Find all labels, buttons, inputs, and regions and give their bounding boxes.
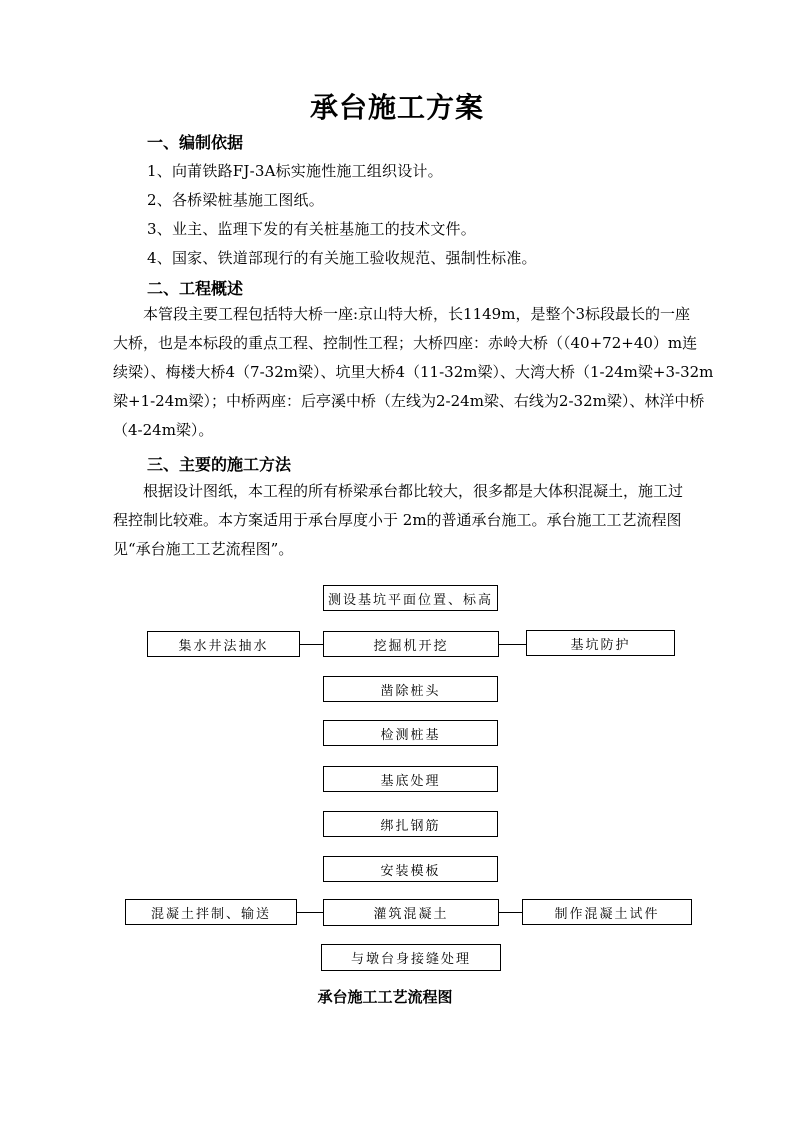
flow-step-formwork: 安装模板 bbox=[323, 856, 498, 882]
basis-item: 1、向莆铁路FJ-3A标实施性施工组织设计。 bbox=[147, 162, 443, 180]
paragraph-line: 程控制比较难。本方案适用于承台厚度小于 2m的普通承台施工。承台施工工艺流程图 bbox=[113, 511, 682, 529]
document-title: 承台施工方案 bbox=[309, 91, 484, 124]
flow-side-dewatering: 集水井法抽水 bbox=[147, 631, 300, 657]
flow-step-joint-treatment: 与墩台身接缝处理 bbox=[321, 944, 501, 971]
basis-item: 2、各桥梁桩基施工图纸。 bbox=[147, 191, 324, 209]
section-heading-methods: 三、主要的施工方法 bbox=[147, 455, 292, 474]
paragraph-line: 根据设计图纸，本工程的所有桥梁承台都比较大，很多都是大体积混凝土，施工过 bbox=[113, 482, 684, 500]
section-heading-basis: 一、编制依据 bbox=[147, 133, 244, 152]
flow-step-pile-head: 凿除桩头 bbox=[323, 676, 498, 702]
flow-side-test-specimen: 制作混凝土试件 bbox=[522, 899, 692, 925]
flowchart-caption: 承台施工工艺流程图 bbox=[317, 988, 453, 1006]
flow-side-pit-protection: 基坑防护 bbox=[526, 630, 675, 656]
paragraph-line: 本管段主要工程包括特大桥一座:京山特大桥，长1149m，是整个3标段最长的一座 bbox=[113, 305, 690, 323]
paragraph-line: （4-24m梁）。 bbox=[113, 421, 214, 439]
flow-step-excavation: 挖掘机开挖 bbox=[323, 631, 499, 657]
methods-paragraph bbox=[113, 477, 713, 564]
flow-step-base-treatment: 基底处理 bbox=[323, 766, 498, 792]
paragraph-line: 续梁）、梅楼大桥4（7-32m梁）、坑里大桥4（11-32m梁）、大湾大桥（1-24m梁+3-32m bbox=[113, 363, 714, 381]
basis-item: 3、业主、监理下发的有关桩基施工的技术文件。 bbox=[147, 220, 476, 238]
flow-step-pour-concrete: 灌筑混凝土 bbox=[323, 899, 499, 926]
overview-paragraph bbox=[113, 300, 713, 445]
flow-step-survey: 测设基坑平面位置、标高 bbox=[323, 585, 498, 611]
flow-step-pile-test: 检测桩基 bbox=[323, 720, 498, 746]
section-heading-overview: 二、工程概述 bbox=[147, 279, 244, 298]
flow-step-rebar: 绑扎钢筋 bbox=[323, 811, 498, 837]
basis-item: 4、国家、铁道部现行的有关施工验收规范、强制性标准。 bbox=[147, 249, 537, 267]
paragraph-line: 梁+1-24m梁）；中桥两座：后亭溪中桥（左线为2-24m梁、右线为2-32m梁）、林洋中桥 bbox=[113, 392, 705, 410]
paragraph-line: 见“承台施工工艺流程图”。 bbox=[113, 540, 294, 558]
paragraph-line: 大桥，也是本标段的重点工程、控制性工程；大桥四座：赤岭大桥（（40+72+40）m连 bbox=[113, 334, 698, 352]
flow-side-concrete-mixing: 混凝土拌制、输送 bbox=[125, 899, 297, 925]
